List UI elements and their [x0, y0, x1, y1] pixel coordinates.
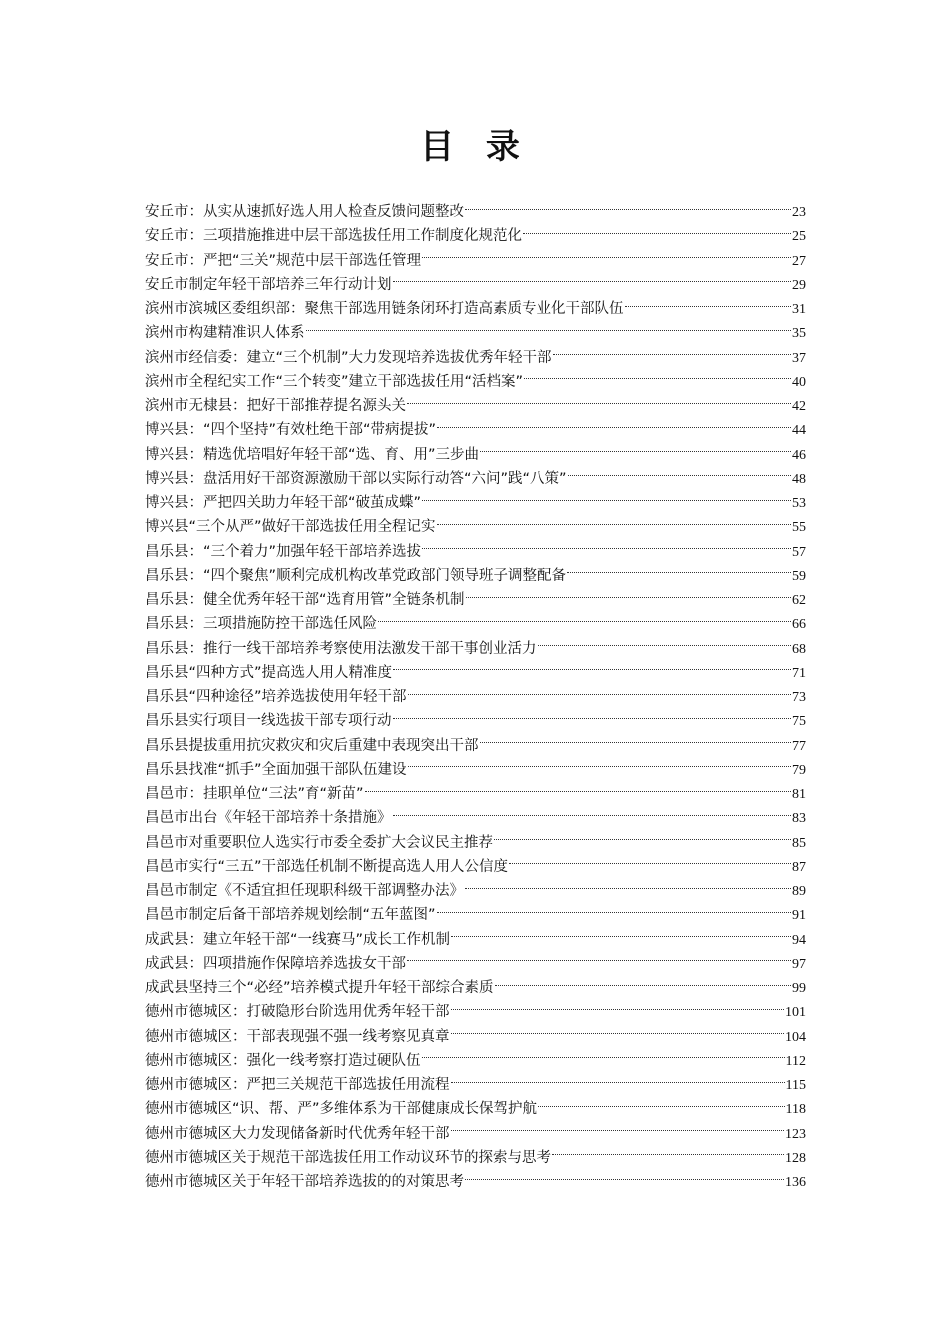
toc-entry-title: 昌乐县“四种途径”培养选拔使用年轻干部 [145, 689, 407, 705]
toc-entry[interactable] [145, 273, 806, 297]
toc-entry-title: 安丘市：严把“三关”规范中层干部选任管理 [145, 252, 422, 269]
dot-leader [538, 1106, 784, 1107]
toc-entry-title: 成武县坚持三个“必经”培养模式提升年轻干部综合素质 [145, 980, 494, 996]
toc-entry-title: 昌乐县实行项目一线选拔干部专项行动 [145, 713, 392, 730]
toc-entry[interactable] [145, 370, 806, 394]
toc-entry-page-number: 81 [792, 787, 806, 802]
toc-entry-title: 昌邑市制定《不适宜担任现职科级干部调整办法》 [145, 883, 464, 899]
dot-leader [408, 766, 791, 767]
toc-entry-page-number: 40 [792, 374, 806, 390]
dot-leader [480, 451, 791, 452]
dot-leader [451, 1009, 785, 1010]
toc-entry-title: 德州市德城区关于规范干部选拔任用工作动议环节的探索与思考 [145, 1149, 551, 1166]
dot-leader [437, 427, 791, 428]
toc-entry[interactable] [145, 952, 806, 976]
toc-entry-page-number: 25 [792, 229, 806, 245]
toc-entry[interactable] [145, 467, 806, 491]
toc-entry-page-number: 89 [792, 884, 806, 899]
toc-entry[interactable] [145, 394, 806, 418]
dot-leader [553, 354, 791, 355]
toc-entry-page-number: 66 [792, 617, 806, 633]
dot-leader [451, 936, 791, 937]
dot-leader [422, 548, 791, 549]
toc-entry-title: 昌邑市：挂职单位“三法”育“新苗” [145, 786, 364, 802]
toc-entry[interactable] [145, 540, 806, 564]
toc-entry-title: 昌邑市对重要职位人选实行市委全委扩大会议民主推荐 [145, 834, 493, 851]
dot-leader [494, 839, 791, 840]
toc-entry[interactable] [145, 200, 806, 224]
toc-entry-page-number: 73 [792, 690, 806, 705]
toc-entry[interactable] [145, 734, 806, 758]
toc-entry-page-number: 104 [785, 1029, 806, 1045]
toc-entry[interactable] [145, 297, 806, 321]
toc-entry-title: 昌乐县：“四个聚焦”顺利完成机构改革党政部门领导班子调整配备 [145, 567, 567, 584]
toc-entry-title: 博兴县：严把四关助力年轻干部“破茧成蝶” [145, 495, 422, 511]
toc-entry-title: 昌邑市出台《年轻干部培养十条措施》 [145, 810, 392, 827]
toc-entry-page-number: 94 [792, 932, 806, 948]
toc-entry-page-number: 128 [785, 1150, 806, 1166]
toc-entry-title: 昌邑市制定后备干部培养规划绘制“五年蓝图” [145, 907, 436, 924]
toc-entry-title: 滨州市全程纪实工作“三个转变”建立干部选拔任用“活档案” [145, 373, 524, 390]
dot-leader [407, 960, 791, 961]
dot-leader [437, 912, 791, 913]
table-of-contents [145, 200, 806, 1194]
toc-entry[interactable] [145, 637, 806, 661]
toc-entry-title: 昌乐县：“三个着力”加强年轻干部培养选拔 [145, 543, 422, 560]
toc-entry[interactable] [145, 418, 806, 442]
toc-entry[interactable] [145, 1073, 806, 1097]
dot-leader [437, 524, 791, 525]
toc-entry-page-number: 29 [792, 277, 806, 293]
toc-entry-title: 德州市德城区关于年轻干部培养选拔的的对策思考 [145, 1174, 464, 1190]
toc-entry[interactable] [145, 1000, 806, 1024]
toc-entry[interactable] [145, 1170, 806, 1194]
toc-entry[interactable] [145, 1146, 806, 1170]
dot-leader [365, 791, 791, 792]
toc-entry-title: 昌乐县：推行一线干部培养考察使用法激发干部干事创业活力 [145, 640, 537, 657]
toc-entry[interactable] [145, 709, 806, 733]
toc-entry[interactable] [145, 515, 806, 539]
dot-leader [422, 1057, 785, 1058]
dot-leader [422, 257, 791, 258]
toc-entry-title: 昌乐县找准“抓手”全面加强干部队伍建设 [145, 761, 407, 778]
toc-entry[interactable] [145, 661, 806, 685]
dot-leader [568, 475, 791, 476]
toc-entry[interactable] [145, 443, 806, 467]
toc-entry-title: 滨州市经信委：建立“三个机制”大力发现培养选拔优秀年轻干部 [145, 349, 552, 366]
toc-entry-title: 滨州市构建精准识人体系 [145, 325, 305, 342]
toc-entry-page-number: 112 [785, 1053, 806, 1069]
dot-leader [451, 1130, 785, 1131]
toc-entry-title: 安丘市制定年轻干部培养三年行动计划 [145, 276, 392, 293]
toc-entry-page-number: 27 [792, 253, 806, 269]
toc-entry[interactable] [145, 1122, 806, 1146]
dot-leader [524, 378, 791, 379]
toc-entry[interactable] [145, 224, 806, 248]
dot-leader [393, 815, 792, 816]
toc-entry-page-number: 75 [792, 714, 806, 730]
toc-entry-title: 昌乐县提拔重用抗灾救灾和灾后重建中表现突出干部 [145, 737, 479, 754]
toc-entry[interactable] [145, 1097, 806, 1121]
toc-entry-page-number: 23 [792, 205, 806, 220]
toc-entry-title: 德州市德城区大力发现储备新时代优秀年轻干部 [145, 1125, 450, 1142]
toc-entry-title: 德州市德城区：干部表现强不强一线考察见真章 [145, 1028, 450, 1045]
toc-entry-page-number: 101 [785, 1005, 806, 1021]
toc-entry-title: 博兴县“三个从严”做好干部选拔任用全程记实 [145, 519, 436, 536]
dot-leader [465, 1179, 784, 1180]
toc-entry-page-number: 55 [792, 520, 806, 536]
toc-entry-title: 德州市德城区：强化一线考察打造过硬队伍 [145, 1052, 421, 1069]
toc-entry[interactable] [145, 782, 806, 806]
toc-entry-title: 安丘市：三项措施推进中层干部选拔任用工作制度化规范化 [145, 228, 522, 245]
toc-entry[interactable] [145, 612, 806, 636]
toc-entry-title: 德州市德城区“识、帮、严”多维体系为干部健康成长保驾护航 [145, 1101, 538, 1118]
toc-entry-title: 成武县：建立年轻干部“一线赛马”成长工作机制 [145, 931, 451, 948]
toc-entry-title: 博兴县：“四个坚持”有效杜绝干部“带病提拔” [145, 422, 437, 439]
dot-leader [408, 694, 791, 695]
toc-entry-title: 昌乐县：健全优秀年轻干部“选育用管”全链条机制 [145, 592, 465, 608]
toc-entry[interactable] [145, 831, 806, 855]
toc-entry-page-number: 53 [792, 496, 806, 511]
toc-entry[interactable] [145, 321, 806, 345]
toc-entry[interactable] [145, 806, 806, 830]
toc-entry-page-number: 31 [792, 302, 806, 317]
toc-entry[interactable] [145, 491, 806, 515]
dot-leader [567, 572, 791, 573]
toc-entry-page-number: 59 [792, 568, 806, 584]
toc-entry-page-number: 37 [792, 350, 806, 366]
toc-entry-page-number: 123 [785, 1126, 806, 1142]
dot-leader [451, 1033, 785, 1034]
toc-entry[interactable] [145, 1025, 806, 1049]
toc-entry-page-number: 87 [792, 859, 806, 875]
dot-leader [466, 597, 791, 598]
dot-leader [523, 233, 791, 234]
dot-leader [393, 281, 792, 282]
toc-entry-title: 博兴县：盘活用好干部资源激励干部以实际行动答“六问”践“八策” [145, 470, 567, 487]
toc-entry-title: 昌乐县“四种方式”提高选人用人精准度 [145, 664, 393, 681]
dot-leader [422, 500, 791, 501]
toc-entry[interactable] [145, 855, 806, 879]
dot-leader [552, 1154, 784, 1155]
dot-leader [393, 669, 791, 670]
toc-entry-page-number: 44 [792, 423, 806, 439]
dot-leader [393, 718, 792, 719]
toc-entry[interactable] [145, 564, 806, 588]
toc-entry-page-number: 35 [792, 326, 806, 342]
toc-entry-page-number: 68 [792, 641, 806, 657]
toc-entry-title: 安丘市：从实从速抓好选人用人检查反馈问题整改 [145, 204, 464, 220]
toc-entry[interactable] [145, 928, 806, 952]
dot-leader [538, 645, 792, 646]
toc-entry-page-number: 77 [792, 738, 806, 754]
toc-entry-title: 昌邑市实行“三五”干部选任机制不断提高选人用人公信度 [145, 858, 509, 875]
toc-entry[interactable] [145, 685, 806, 709]
dot-leader [306, 330, 792, 331]
toc-entry-page-number: 79 [792, 762, 806, 778]
dot-leader [495, 985, 791, 986]
toc-entry-page-number: 83 [792, 811, 806, 827]
toc-entry[interactable] [145, 976, 806, 1000]
toc-entry-title: 滨州市无棣县：把好干部推荐提名源头关 [145, 398, 406, 414]
toc-entry-page-number: 97 [792, 956, 806, 972]
toc-entry-page-number: 115 [785, 1078, 806, 1093]
toc-entry-page-number: 71 [792, 665, 806, 681]
dot-leader [407, 403, 791, 404]
dot-leader [465, 209, 791, 210]
toc-entry-page-number: 62 [792, 593, 806, 608]
toc-entry-title: 成武县：四项措施作保障培养选拔女干部 [145, 955, 406, 972]
toc-entry[interactable] [145, 249, 806, 273]
toc-entry-page-number: 99 [792, 981, 806, 996]
toc-entry-page-number: 42 [792, 399, 806, 414]
toc-entry[interactable] [145, 346, 806, 370]
toc-entry-page-number: 91 [792, 908, 806, 924]
toc-entry-page-number: 136 [785, 1175, 806, 1190]
dot-leader [451, 1082, 785, 1083]
toc-entry-page-number: 118 [785, 1102, 806, 1118]
toc-entry-title: 德州市德城区：打破隐形台阶选用优秀年轻干部 [145, 1004, 450, 1021]
dot-leader [625, 306, 792, 307]
toc-entry-title: 德州市德城区：严把三关规范干部选拔任用流程 [145, 1077, 450, 1093]
dot-leader [378, 621, 791, 622]
dot-leader [480, 742, 792, 743]
toc-entry-title: 昌乐县：三项措施防控干部选任风险 [145, 616, 377, 633]
toc-entry[interactable] [145, 1049, 806, 1073]
dot-leader [465, 888, 791, 889]
toc-entry-page-number: 85 [792, 835, 806, 851]
toc-entry-title: 博兴县：精选优培唱好年轻干部“选、育、用”三步曲 [145, 446, 480, 463]
toc-entry-page-number: 46 [792, 447, 806, 463]
toc-entry[interactable] [145, 758, 806, 782]
toc-entry-page-number: 57 [792, 544, 806, 560]
dot-leader [509, 863, 791, 864]
toc-entry[interactable] [145, 588, 806, 612]
toc-entry[interactable] [145, 879, 806, 903]
document-title: 目 录 [420, 127, 530, 167]
toc-entry[interactable] [145, 903, 806, 927]
toc-entry-page-number: 48 [792, 471, 806, 487]
toc-entry-title: 滨州市滨城区委组织部：聚焦干部选用链条闭环打造高素质专业化干部队伍 [145, 301, 624, 317]
